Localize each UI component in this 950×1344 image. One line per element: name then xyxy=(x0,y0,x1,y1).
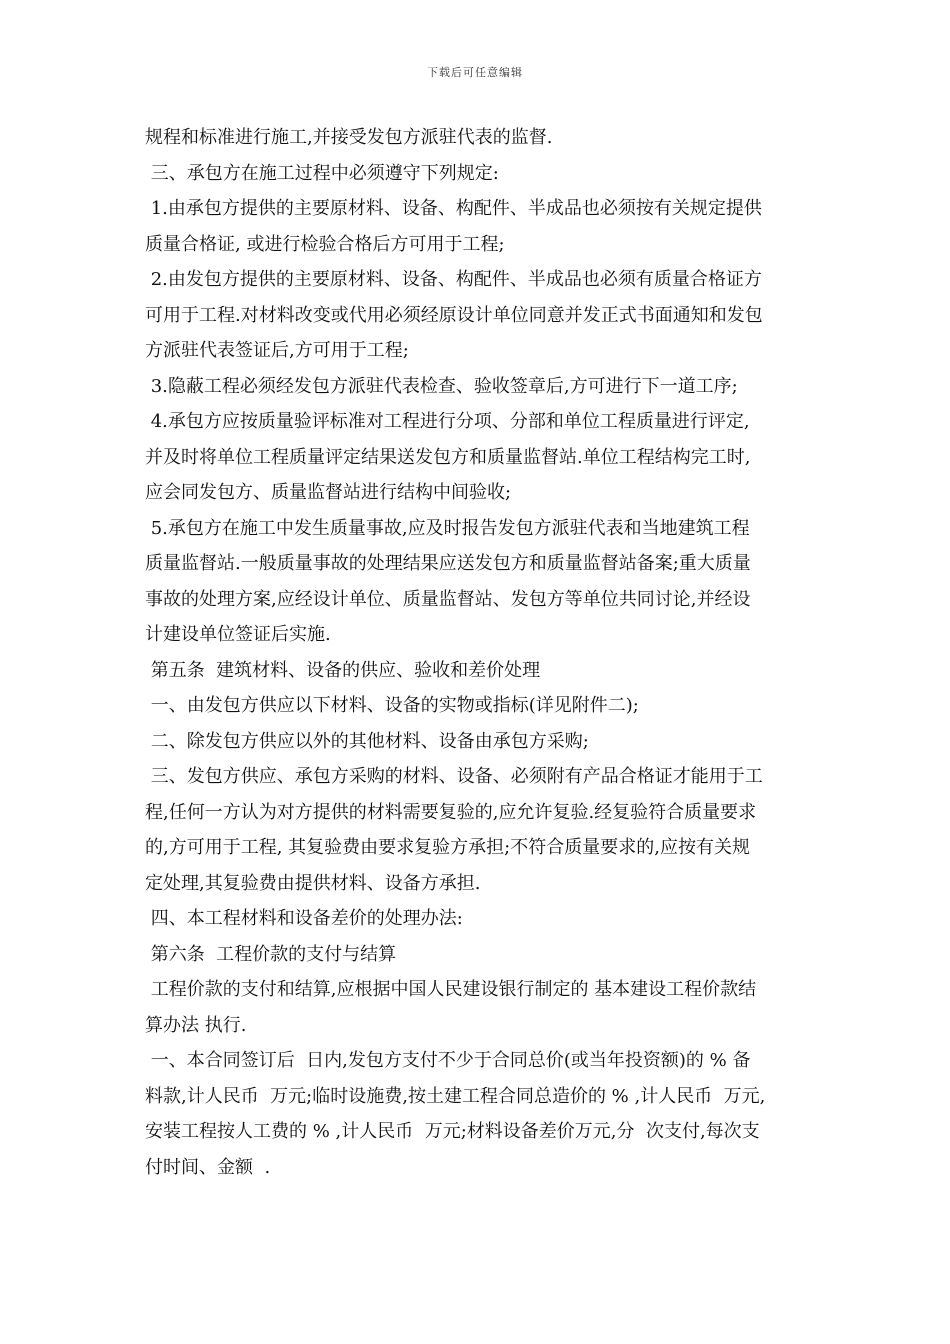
text-line: 一、本合同签订后 日内,发包方支付不少于合同总价(或当年投资额)的 % 备 xyxy=(145,1050,751,1071)
text-line: 付时间、金额 . xyxy=(145,1156,271,1178)
text-line: 三、承包方在施工过程中必须遵守下列规定: xyxy=(145,162,499,184)
text-line: 1.由承包方提供的主要原材料、设备、构配件、半成品也必须按有关规定提供 xyxy=(145,198,762,219)
text-line: 程,任何一方认为对方提供的材料需要复验的,应允许复验.经复验符合质量要求 xyxy=(145,801,757,823)
text-line: 规程和标准进行施工,并接受发包方派驻代表的监督. xyxy=(145,127,553,148)
text-line: 工程价款的支付和结算,应根据中国人民建设银行制定的 基本建设工程价款结 xyxy=(145,979,757,1000)
text-line: 二、除发包方供应以外的其他材料、设备由承包方采购; xyxy=(145,730,589,752)
text-line: 2.由发包方提供的主要原材料、设备、构配件、半成品也必须有质量合格证方 xyxy=(145,269,762,290)
text-line: 方派驻代表签证后,方可用于工程; xyxy=(145,340,409,361)
text-line: 事故的处理方案,应经设计单位、质量监督站、发包方等单位共同讨论,并经设 xyxy=(145,588,751,610)
page-header-note: 下载后可任意编辑 xyxy=(427,66,523,79)
text-line: 的,方可用于工程, 其复验费由要求复验方承担;不符合质量要求的,应按有关规 xyxy=(145,837,750,858)
text-line: 质量合格证, 或进行检验合格后方可用于工程; xyxy=(145,233,505,255)
article-heading: 第六条 工程价款的支付与结算 xyxy=(145,943,397,965)
text-line: 5.承包方在施工中发生质量事故,应及时报告发包方派驻代表和当地建筑工程 xyxy=(145,517,750,539)
text-line: 四、本工程材料和设备差价的处理办法: xyxy=(145,908,463,929)
text-line: 应会同发包方、质量监督站进行结构中间验收; xyxy=(145,482,512,503)
text-line: 定处理,其复验费由提供材料、设备方承担. xyxy=(145,872,481,894)
text-line: 一、由发包方供应以下材料、设备的实物或指标(详见附件二); xyxy=(145,695,639,716)
text-line: 质量监督站.一般质量事故的处理结果应送发包方和质量监督站备案;重大质量 xyxy=(145,553,751,574)
article-heading: 第五条 建筑材料、设备的供应、验收和差价处理 xyxy=(145,659,541,681)
text-line: 并及时将单位工程质量评定结果送发包方和质量监督站.单位工程结构完工时, xyxy=(145,446,751,468)
text-line: 算办法 执行. xyxy=(145,1014,247,1036)
text-line: 计建设单位签证后实施. xyxy=(145,624,331,645)
text-line: 可用于工程.对材料改变或代用必须经原设计单位同意并发正式书面通知和发包 xyxy=(145,304,763,326)
contract-body-text xyxy=(145,120,815,1185)
text-line: 料款,计人民币 万元;临时设施费,按土建工程合同总造价的 % ,计人民币 万元, xyxy=(145,1085,766,1107)
text-line: 安装工程按人工费的 % ,计人民币 万元;材料设备差价万元,分 次支付,每次支 xyxy=(145,1121,760,1142)
text-line: 三、发包方供应、承包方采购的材料、设备、必须附有产品合格证才能用于工 xyxy=(145,766,763,787)
text-line: 4.承包方应按质量验评标准对工程进行分项、分部和单位工程质量进行评定, xyxy=(145,411,750,432)
text-line: 3.隐蔽工程必须经发包方派驻代表检查、验收签章后,方可进行下一道工序; xyxy=(145,375,738,397)
